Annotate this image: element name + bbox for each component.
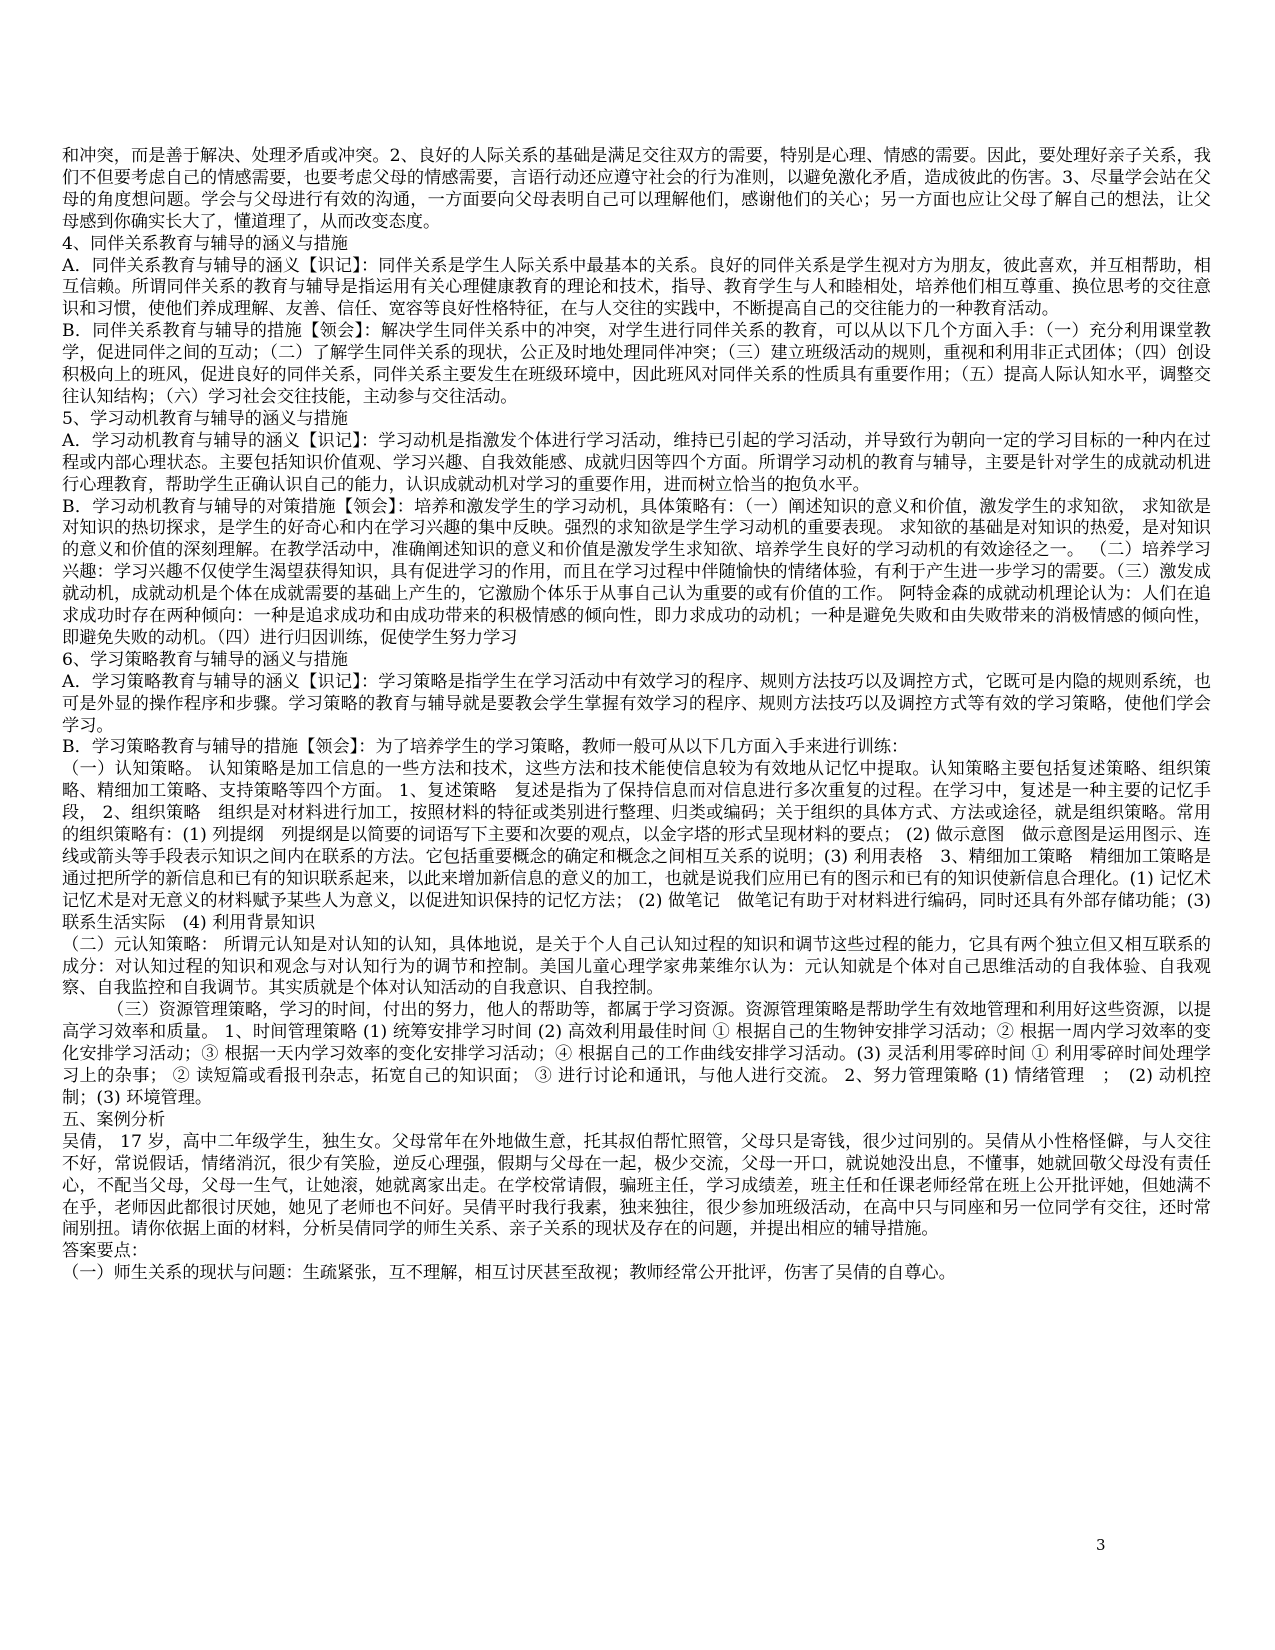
heading-case-analysis: 五、案例分析 bbox=[62, 1109, 166, 1130]
paragraph-motivation-measures: B．学习动机教育与辅导的对策措施【领会】：培养和激发学生的学习动机，具体策略有：（一）阐述知识的意义和价值，激发学生的求知欲， 求知欲是对知识的热切探求，是学生的好奇心和内在学习兴趣的集中反映。强烈的求知欲是学生学习动机的重要表现。 求知欲的基础是对知识的热爱，是对知识的意义和价值的深刻理解。在教学活动中，准确阐述知识的意义和价值是激发学生求知欲、培养学生良好的学习动机的有效途径之一。 （二）培养学习兴趣：学习兴趣不仅使学生渴望获得知识，具有促进学习的作用，而且在学习过程中伴随愉快的情绪体验，有利于产生进一步学习的需要。（三）激发成就动机，成就动机是个体在成就需要的基础上产生的，它激励个体乐于从事自己认为重要的或有价值的工作。 阿特金森的成就动机理论认为：人们在追求成功时存在两种倾向：一种是追求成功和由成功带来的积极情感的倾向性，即力求成功的动机；一种是避免失败和由失败带来的消极情感的倾向性，即避免失败的动机。（四）进行归因训练，促使学生努力学习 bbox=[62, 496, 1211, 648]
paragraph-strategy-definition: A．学习策略教育与辅导的涵义【识记】：学习策略是指学生在学习活动中有效学习的程序、规则方法技巧以及调控方式，它既可是内隐的规则系统，也可是外显的操作程序和步骤。学习策略的教育与辅导就是要教会学生掌握有效学习的程序、规则方法技巧以及调控方式等有效的学习策略，使他们学会学习。 bbox=[62, 671, 1211, 736]
heading-peer-relations: 4、同伴关系教育与辅导的涵义与措施 bbox=[62, 233, 348, 254]
heading-learning-strategy: 6、学习策略教育与辅导的涵义与措施 bbox=[62, 649, 348, 670]
heading-answer-points: 答案要点： bbox=[62, 1241, 148, 1262]
paragraph-motivation-definition: A．学习动机教育与辅导的涵义【识记】：学习动机是指激发个体进行学习活动，维持已引起的学习活动，并导致行为朝向一定的学习目标的一种内在过程或内部心理状态。主要包括知识价值观、学习兴趣、自我效能感、成就归因等四个方面。所谓学习动机的教育与辅导，主要是针对学生的成就动机进行心理教育，帮助学生正确认识自己的能力，认识成就动机对学习的重要作用，进而树立恰当的抱负水平。 bbox=[62, 430, 1211, 495]
paragraph-strategy-measures-intro: B．学习策略教育与辅导的措施【领会】：为了培养学生的学习策略，教师一般可从以下几方面入手来进行训练： bbox=[62, 737, 909, 758]
paragraph-parent-child-conclusion: 和冲突，而是善于解决、处理矛盾或冲突。2、良好的人际关系的基础是满足交往双方的需要，特别是心理、情感的需要。因此，要处理好亲子关系，我们不但要考虑自己的情感需要，也要考虑父母的情感需要，言语行动还应遵守社会的行为准则，以避免激化矛盾，造成彼此的伤害。3、尽量学会站在父母的角度想问题。学会与父母进行有效的沟通，一方面要向父母表明自己可以理解他们，感谢他们的关心；另一方面也应让父母了解自己的想法，让父母感到你确实长大了，懂道理了，从而改变态度。 bbox=[62, 146, 1211, 232]
paragraph-peer-measures: B．同伴关系教育与辅导的措施【领会】：解决学生同伴关系中的冲突，对学生进行同伴关系的教育，可以从以下几个方面入手：（一）充分利用课堂教学，促进同伴之间的互动；（二）了解学生同伴关系的现状，公正及时地处理同伴冲突；（三）建立班级活动的规则，重视和利用非正式团体；（四）创设积极向上的班风，促进良好的同伴关系，同伴关系主要发生在班级环境中，因此班风对同伴关系的性质具有重要作用；（五）提高人际认知水平，调整交往认知结构；（六）学习社会交往技能，主动参与交往活动。 bbox=[62, 321, 1211, 407]
page-number: 3 bbox=[1096, 1536, 1106, 1554]
paragraph-metacognitive-strategy: （二）元认知策略： 所谓元认知是对认知的认知，具体地说，是关于个人自己认知过程的知识和调节这些过程的能力，它具有两个独立但又相互联系的成分：对认知过程的知识和观念与对认知行为的调节和控制。美国儿童心理学家弗莱维尔认为：元认知就是个体对自己思维活动的自我体验、自我观察、自我监控和自我调节。其实质就是个体对认知活动的自我意识、自我控制。 bbox=[62, 934, 1211, 999]
paragraph-cognitive-strategy: （一）认知策略。 认知策略是加工信息的一些方法和技术，这些方法和技术能使信息较为有效地从记忆中提取。认知策略主要包括复述策略、组织策略、精细加工策略、支持策略等四个方面。 1、复述策略 复述是指为了保持信息而对信息进行多次重复的过程。在学习中，复述是一种主要的记忆手段， 2、组织策略 组织是对材料进行加工，按照材料的特征或类别进行整理、归类或编码；关于组织的具体方式、方法或途径，就是组织策略。常用的组织策略有：(1) 列提纲 列提纲是以简要的词语写下主要和次要的观点，以金字塔的形式呈现材料的要点； (2) 做示意图 做示意图是运用图示、连线或箭头等手段表示知识之间内在联系的方法。它包括重要概念的确定和概念之间相互关系的说明；(3) 利用表格 3、精细加工策略 精细加工策略是通过把所学的新信息和已有的知识联系起来，以此来增加新信息的意义的加工，也就是说我们应用已有的图示和已有的知识使新信息合理化。(1) 记忆术 记忆术是对无意义的材料赋予某些人为意义，以促进知识保持的记忆方法； (2) 做笔记 做笔记有助于对材料进行编码，同时还具有外部存储功能；(3) 联系生活实际 (4) 利用背景知识 bbox=[62, 759, 1229, 933]
paragraph-case-description: 吴倩， 17 岁，高中二年级学生，独生女。父母常年在外地做生意，托其叔伯帮忙照管，父母只是寄钱，很少过问别的。吴倩从小性格怪僻，与人交往不好，常说假话，情绪消沉，很少有笑脸，逆反心理强，假期与父母在一起，极少交流，父母一开口，就说她没出息，不懂事，她就回敬父母没有责任心，不配当父母，父母一生气，让她滚，她就离家出走。在学校常请假，骗班主任，学习成绩差，班主任和任课老师经常在班上公开批评她，但她满不在乎，老师因此都很讨厌她，她见了老师也不问好。吴倩平时我行我素，独来独往，很少参加班级活动，在高中只与同座和另一位同学有交往，还时常闹别扭。请你依据上面的材料，分析吴倩同学的师生关系、亲子关系的现状及存在的问题，并提出相应的辅导措施。 bbox=[62, 1131, 1211, 1240]
body-text bbox=[62, 146, 1229, 1285]
paragraph-peer-definition: A．同伴关系教育与辅导的涵义【识记】：同伴关系是学生人际关系中最基本的关系。良好的同伴关系是学生视对方为朋友，彼此喜欢，并互相帮助，相互信赖。所谓同伴关系的教育与辅导是指运用有关心理健康教育的理论和技术，指导、教育学生与人和睦相处，培养他们相互尊重、换位思考的交往意识和习惯，使他们养成理解、友善、信任、宽容等良好性格特征，在与人交往的实践中，不断提高自己的交往能力的一种教育活动。 bbox=[62, 255, 1211, 320]
paragraph-resource-management: （三）资源管理策略，学习的时间，付出的努力，他人的帮助等，都属于学习资源。资源管理策略是帮助学生有效地管理和利用好这些资源，以提高学习效率和质量。 1、时间管理策略 (1) 统筹安排学习时间 (2) 高效利用最佳时间 ① 根据自己的生物钟安排学习活动；② 根据一周内学习效率的变化安排学习活动；③ 根据一天内学习效率的变化安排学习活动；④ 根据自己的工作曲线安排学习活动。(3) 灵活利用零碎时间 ① 利用零碎时间处理学习上的杂事； ② 读短篇或看报刊杂志，拓宽自己的知识面； ③ 进行讨论和通讯，与他人进行交流。 2、努力管理策略 (1) 情绪管理 ； (2) 动机控制；(3) 环境管理。 bbox=[62, 1000, 1211, 1108]
heading-learning-motivation: 5、学习动机教育与辅导的涵义与措施 bbox=[62, 408, 348, 429]
paragraph-answer-teacher-student: （一）师生关系的现状与问题：生疏紧张，互不理解，相互讨厌甚至敌视；教师经常公开批评，伤害了吴倩的自尊心。 bbox=[62, 1263, 956, 1284]
